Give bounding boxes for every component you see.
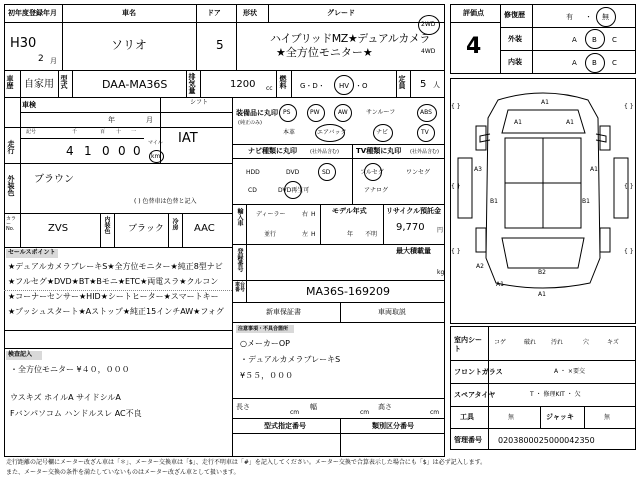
repair-yes: 有 [566,13,573,21]
seat-opt-4: 穴 [583,339,590,346]
inspection-label: 車検 [22,101,36,109]
ac-label: 冷房 [171,218,178,230]
dim-length-label: 長さ [236,403,250,411]
new-warranty: 新車保証書 [266,308,301,316]
import-dealer: ディーラー [256,211,286,218]
tv-fullseg: フルセグ [360,169,384,176]
dim-length-unit: cm [290,409,300,416]
navi-type-title: ナビ種類に丸印 [248,147,297,155]
displacement-label: 排気量 [188,73,196,94]
recycle-value: 9,770 [396,222,425,233]
equip-sunroof: サンルーフ [366,109,396,116]
interior-color-value: ブラック [128,224,164,234]
chassis-label: 車台番号 [235,282,246,293]
tools-none: 無 [508,414,515,421]
dim-height-unit: cm [430,409,440,416]
first-reg-month-unit: 月 [50,57,57,65]
doors-value: 5 [216,38,224,52]
mark-b2-rear: B2 [538,269,546,276]
mileage-digit-5: 0 [133,144,141,158]
inspection-month-unit: 月 [146,116,153,124]
grade-label: グレード [327,9,355,17]
jack-label: ジャッキ [546,413,574,421]
reg-no-label: 登録番号 [236,248,243,272]
front-glass-value: A ・ ×要交 [554,368,585,375]
footer-line-2: また、メーター交換の条件を満たしていないものはメーター改ざん車として扱います。 [6,469,240,476]
mark-u-3: { } [451,183,461,190]
mark-a1-hood-l: A1 [514,119,522,126]
mileage-digit-4: 0 [118,144,126,158]
fuel-options: G・D・ [300,82,325,90]
equip-pw: PW [310,109,320,116]
score-label: 評価点 [463,9,484,17]
navi-dvd: DVD [286,169,300,176]
model-year-unknown: 不明 [365,231,378,238]
sales-line-2: ★フルセグ★DVD★BT★Bモニ★ETC★両電スラ★クルコン [8,277,219,286]
mark-b1-right: B1 [582,198,590,205]
category-label: 車歴 [6,75,14,89]
sales-line-3: ★コーナーセンサー★HID★シートヒーター★スマートキー [8,292,219,301]
spare-tire-label: スペアタイヤ [454,391,496,399]
manual: 車両取説 [378,308,406,316]
chassis-value: MA36S-169209 [306,285,390,298]
seat-opt-5: キズ [607,339,619,346]
import-h-right: H [311,211,316,218]
mark-b1-left: B1 [490,198,498,205]
interior-color-label: 内装色 [103,216,110,234]
inspector-line-4: Fバンパソコム ハンドルスレ AC不良 [10,409,142,418]
mark-u-1: { } [451,103,461,110]
mileage-digit-1: 4 [66,144,74,158]
one-label: 一 [131,129,137,135]
jack-none: 無 [604,414,611,421]
recycle-unit: 円 [437,227,444,234]
equip-ps: PS [283,109,291,116]
dim-height-label: 高さ [378,403,392,411]
mark-u-5: { } [451,248,461,255]
car-name-label: 車名 [122,9,136,17]
drive-2wd: 2WD [421,21,436,28]
inspector-line-1: ・全方位モニター ¥４０，０００ [10,365,130,374]
exterior-c: C [612,36,617,44]
color-value: ブラウン [34,174,74,185]
equip-abs: ABS [420,109,432,116]
first-reg-month: 2 [38,54,44,64]
grade-line-1: ハイブリッドMZ★デュアルカメラ [270,32,430,45]
repair-label: 修復歴 [504,11,525,19]
seat-opt-1: コゲ [494,339,507,346]
color-label: 外装色 [7,175,15,196]
capacity-value: 5 [420,79,427,90]
mark-u-2: { } [624,103,634,110]
navi-cd: CD [248,187,257,194]
equipment-subtitle: (純正のみ) [238,120,262,126]
exterior-label: 外装 [508,35,522,43]
fuel-label: 燃料 [279,75,287,89]
import-label: 輸入車 [236,208,243,226]
model-year-label: モデル年式 [332,207,367,215]
car-name-value: ソリオ [111,38,147,52]
unit-km: km [151,153,161,160]
mark-a1-rear-l: A1 [496,281,504,288]
displacement-value: 1200 [230,79,256,90]
spare-tire-value: T ・ 修理KIT ・ 欠 [530,391,581,398]
navi-type-subtitle: (社外品含む) [310,149,339,155]
model-value: DAA-MA36S [102,78,168,91]
repair-dot: ・ [585,13,592,21]
ten-label: 十 [116,129,122,135]
notes-line-3: ¥５５，０００ [240,371,294,380]
recycle-label: リサイクル預託金 [386,207,442,215]
navi-hdd: HDD [246,169,260,176]
mark-a1-hood-r: A1 [566,119,574,126]
inspection-year-unit: 年 [108,116,115,124]
main-sheet-frame [4,4,445,457]
grade-line-2: ★全方位モニター★ [276,46,373,59]
import-parallel: 並行 [264,231,277,238]
fuel-tail: ・O [355,82,368,90]
mark-a2-left: A2 [476,263,484,270]
interior-b: B [592,59,597,67]
score-value: 4 [466,34,482,59]
capacity-label: 定員 [398,75,406,89]
mark-u-6: { } [624,248,634,255]
equip-aw: AW [338,109,348,116]
inspector-line-3: ウスキズ ホイルA サイドシルA [10,393,121,402]
interior-c: C [612,59,617,67]
doors-label: ドア [207,9,221,17]
hundred-label: 百 [100,129,106,135]
notes-title: 注意事項・不具合箇所 [238,326,289,332]
import-h-left: H [311,231,316,238]
car-outline-diagram [450,78,636,324]
color-no-value: ZVS [48,223,69,234]
mileage-digit-3: 0 [102,144,110,158]
drive-4wd: 4WD [421,48,436,55]
shift-label: シフト [190,99,209,106]
unit-mile: マイル [148,140,163,146]
max-load-label: 最大積載量 [396,247,431,255]
import-right: 右 [302,211,309,218]
record-label: 記号 [26,129,37,135]
mark-a1-front: A1 [541,99,549,106]
equip-airbag: エアバック [317,129,347,136]
first-reg-label: 初年度登録年月 [8,9,57,17]
navi-sd: SD [322,169,331,176]
interior-label: 内装 [508,58,522,66]
sales-title: セールスポイント [8,249,56,256]
equip-tv: TV [421,129,429,136]
type-number-label: 型式指定番号 [264,422,306,430]
equipment-title: 装備品に丸印 [236,109,278,117]
color-no-label: カラーNo. [6,216,17,232]
color-note: ( ) 色替車は色替と記入 [134,198,197,205]
thousand-label: 千 [72,129,78,135]
fuel-hv: HV [339,82,350,90]
shape-label: 形状 [243,9,257,17]
footer-line-1: 走行距離の記号欄にメーター改ざん車は「＊」、メーター交換車は「$」、走行不明車は「#」を記入してください。メーター交換で合算表示した場合にも「$」は必ず記入します。 [6,459,487,466]
mark-a1-rear: A1 [538,291,546,298]
interior-c-circle [585,53,605,73]
max-load-kg: kg [437,269,445,276]
exterior-a: A [572,36,577,44]
tv-type-subtitle: (社外品含む) [410,149,439,155]
control-no-label: 管理番号 [454,436,482,444]
model-year-year: 年 [347,231,354,238]
control-no-value: 0203800025000042350 [498,436,595,445]
navi-dvd-play: DVD再生可 [278,187,310,194]
class-number-label: 類別区分番号 [372,422,414,430]
displacement-unit: cc [266,85,273,92]
shift-value: IAT [178,131,198,146]
interior-a: A [572,59,577,67]
model-label: 型式 [60,75,68,89]
seat-opt-3: 汚れ [551,339,564,346]
notes-line-1: ○メーカーOP [240,339,290,348]
equip-navi: ナビ [376,129,389,136]
tv-analog: アナログ [364,187,389,194]
tv-type-title: TV種類に丸印 [356,147,402,155]
tv-oneseg: ワンセグ [406,169,431,176]
exterior-b: B [592,36,597,44]
mark-a1-right: A1 [590,166,598,173]
mileage-label: 走行 [7,140,15,154]
interior-seat-label: 室内シート [454,336,482,354]
first-reg-year: H30 [10,36,37,51]
category-value: 自家用 [24,79,54,90]
repair-no: 無 [602,13,609,21]
inspector-title: 検査記入 [8,351,33,358]
mark-u-4: { } [624,183,634,190]
mark-a3-left: A3 [474,166,482,173]
sales-line-1: ★デュアルカメラブレーキS★全方位モニター★純正8型ナビ [8,262,223,271]
tools-label: 工具 [460,413,474,421]
capacity-unit: 人 [433,81,440,89]
front-glass-label: フロントガラス [454,368,503,376]
seat-opt-2: 破れ [524,339,537,346]
sales-line-4: ★プッシュスタート★Aストップ★純正15インチAW★フォグ [8,307,224,316]
notes-line-2: ・デュアルカメラブレーキS [240,355,341,364]
ac-value: AAC [194,223,215,234]
import-left: 左 [302,231,309,238]
equip-leather: 本革 [283,129,296,136]
mileage-digit-2: 1 [84,144,92,158]
dim-width-unit: cm [360,409,370,416]
dim-width-label: 幅 [310,403,317,411]
